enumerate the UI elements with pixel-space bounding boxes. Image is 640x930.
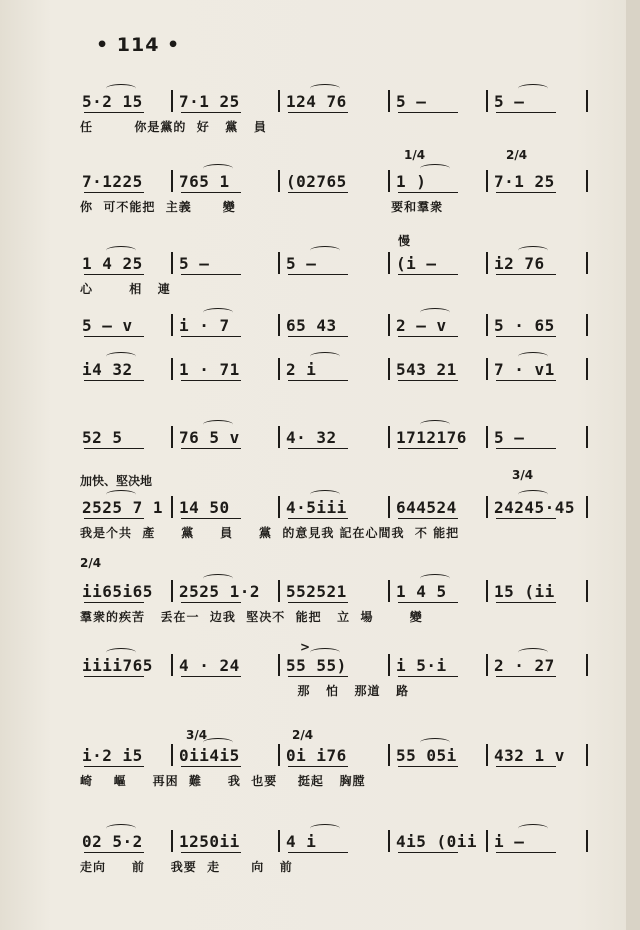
- slur-mark: [420, 420, 450, 429]
- beam-line: [496, 336, 556, 337]
- measure: i —: [494, 832, 525, 851]
- beam-line: [288, 676, 348, 677]
- slur-mark: [420, 574, 450, 583]
- beam-line: [496, 766, 556, 767]
- lyrics-line: 崎 嶇 再困 難 我 也要 挺起 胸膛: [80, 774, 366, 788]
- lyrics-line: 任 你是黨的 好 黨 員: [80, 120, 267, 134]
- note-row: [0, 168, 640, 198]
- measure: 1 ): [396, 172, 427, 191]
- beam-line: [288, 336, 348, 337]
- measure: 4 i: [286, 832, 317, 851]
- measure: (i —: [396, 254, 437, 273]
- barline: [586, 830, 588, 852]
- note-row: [0, 652, 640, 682]
- score-line: [0, 742, 640, 812]
- beam-line: [84, 274, 144, 275]
- measure: 644524: [396, 498, 457, 517]
- barline: [586, 744, 588, 766]
- measure: i · 7: [179, 316, 230, 335]
- barline: [388, 830, 390, 852]
- barline: [278, 170, 280, 192]
- measure: 55 55): [286, 656, 347, 675]
- barline: [278, 252, 280, 274]
- barline: [278, 358, 280, 380]
- barline: [486, 314, 488, 336]
- barline: [278, 744, 280, 766]
- slur-mark: [106, 352, 136, 361]
- measure: ii65i65: [82, 582, 153, 601]
- tempo-or-meter-marking: 3/4: [512, 468, 534, 482]
- barline: [586, 496, 588, 518]
- barline: [486, 252, 488, 274]
- barline: [586, 580, 588, 602]
- measure: 5·2 15: [82, 92, 143, 111]
- beam-line: [288, 602, 348, 603]
- beam-line: [181, 518, 241, 519]
- slur-mark: [310, 84, 340, 93]
- slur-mark: [310, 490, 340, 499]
- beam-line: [288, 274, 348, 275]
- beam-line: [84, 112, 144, 113]
- beam-line: [288, 380, 348, 381]
- slur-mark: [518, 490, 548, 499]
- beam-line: [496, 112, 556, 113]
- beam-line: [288, 766, 348, 767]
- beam-line: [84, 192, 144, 193]
- beam-line: [496, 448, 556, 449]
- measure: iiii765: [82, 656, 153, 675]
- barline: [171, 358, 173, 380]
- beam-line: [84, 518, 144, 519]
- barline: [171, 314, 173, 336]
- measure: 1 4 5: [396, 582, 447, 601]
- slur-mark: [420, 738, 450, 747]
- barline: [278, 654, 280, 676]
- score-line: [0, 828, 640, 898]
- barline: [388, 358, 390, 380]
- measure: 1 · 71: [179, 360, 240, 379]
- note-row: [0, 312, 640, 342]
- barline: [586, 314, 588, 336]
- measure: i2 76: [494, 254, 545, 273]
- slur-mark: [203, 738, 233, 747]
- measure: 7·1225: [82, 172, 143, 191]
- beam-line: [181, 112, 241, 113]
- slur-mark: [310, 824, 340, 833]
- beam-line: [398, 852, 458, 853]
- beam-line: [84, 766, 144, 767]
- barline: [388, 90, 390, 112]
- tempo-or-meter-marking: 加快、堅决地: [80, 474, 153, 488]
- barline: [171, 426, 173, 448]
- beam-line: [398, 274, 458, 275]
- measure: 7 · v1: [494, 360, 555, 379]
- tempo-or-meter-marking: 1/4: [404, 148, 426, 162]
- score-line: [0, 356, 640, 426]
- measure: 2525 1·2: [179, 582, 261, 601]
- measure: 0i i76: [286, 746, 347, 765]
- slur-mark: [203, 164, 233, 173]
- barline: [388, 744, 390, 766]
- measure: 2525 7 1: [82, 498, 164, 517]
- measure: 1250ii: [179, 832, 240, 851]
- barline: [388, 496, 390, 518]
- slur-mark: [203, 574, 233, 583]
- barline: [486, 170, 488, 192]
- lyrics-line: 羣衆的疾苦 丢在一 边我 堅决不 能把 立 場 變: [80, 610, 423, 624]
- beam-line: [84, 336, 144, 337]
- barline: [486, 830, 488, 852]
- lyrics-line: 那 怕 那道 路: [80, 684, 410, 698]
- measure: 52 5: [82, 428, 123, 447]
- tempo-or-meter-marking: 2/4: [80, 556, 102, 570]
- beam-line: [181, 448, 241, 449]
- tempo-or-meter-marking: 2/4: [506, 148, 528, 162]
- measure: 543 21: [396, 360, 457, 379]
- slur-mark: [420, 308, 450, 317]
- measure: 124 76: [286, 92, 347, 111]
- beam-line: [84, 852, 144, 853]
- slur-mark: [106, 648, 136, 657]
- beam-line: [288, 852, 348, 853]
- note-row: [0, 828, 640, 858]
- slur-mark: [518, 824, 548, 833]
- measure: (02765: [286, 172, 347, 191]
- slur-mark: [518, 246, 548, 255]
- beam-line: [398, 518, 458, 519]
- beam-line: [496, 676, 556, 677]
- measure: 765 1: [179, 172, 230, 191]
- barline: [171, 830, 173, 852]
- barline: [278, 830, 280, 852]
- barline: [278, 496, 280, 518]
- measure: 14 50: [179, 498, 230, 517]
- measure: 432 1 v: [494, 746, 565, 765]
- barline: [278, 314, 280, 336]
- beam-line: [398, 192, 458, 193]
- slur-mark: [518, 648, 548, 657]
- measure: 0ii4i5: [179, 746, 240, 765]
- barline: [388, 252, 390, 274]
- measure: 15 (ii: [494, 582, 555, 601]
- beam-line: [181, 274, 241, 275]
- beam-line: [181, 766, 241, 767]
- slur-mark: [518, 84, 548, 93]
- slur-mark: [203, 420, 233, 429]
- barline: [586, 358, 588, 380]
- beam-line: [181, 192, 241, 193]
- measure: 7·1 25: [179, 92, 240, 111]
- measure: 02 5·2: [82, 832, 143, 851]
- barline: [278, 90, 280, 112]
- measure: 76 5 v: [179, 428, 240, 447]
- barline: [388, 170, 390, 192]
- barline: [278, 426, 280, 448]
- slur-mark: [310, 352, 340, 361]
- beam-line: [496, 602, 556, 603]
- measure: i·2 i5: [82, 746, 143, 765]
- measure: 4 · 24: [179, 656, 240, 675]
- barline: [171, 580, 173, 602]
- measure: 2 i: [286, 360, 317, 379]
- barline: [486, 580, 488, 602]
- barline: [586, 426, 588, 448]
- note-row: [0, 356, 640, 386]
- beam-line: [496, 274, 556, 275]
- beam-line: [288, 112, 348, 113]
- tempo-or-meter-marking: >: [300, 640, 311, 654]
- barline: [486, 358, 488, 380]
- measure: i 5·i: [396, 656, 447, 675]
- tempo-or-meter-marking: 3/4: [186, 728, 208, 742]
- beam-line: [181, 852, 241, 853]
- beam-line: [496, 192, 556, 193]
- barline: [171, 654, 173, 676]
- measure: 2 · 27: [494, 656, 555, 675]
- beam-line: [288, 448, 348, 449]
- beam-line: [496, 852, 556, 853]
- beam-line: [496, 518, 556, 519]
- barline: [586, 170, 588, 192]
- barline: [171, 252, 173, 274]
- measure: 5 · 65: [494, 316, 555, 335]
- lyrics-line: 我是个共 產 黨 員 黨 的意見我 記在心間我 不 能把: [80, 526, 460, 540]
- score-line: [0, 578, 640, 648]
- measure: 5 —: [494, 92, 525, 111]
- barline: [486, 426, 488, 448]
- slur-mark: [106, 490, 136, 499]
- measure: 7·1 25: [494, 172, 555, 191]
- measure: 24245·45: [494, 498, 576, 517]
- note-row: [0, 424, 640, 454]
- beam-line: [398, 766, 458, 767]
- measure: 552521: [286, 582, 347, 601]
- note-row: [0, 742, 640, 772]
- note-row: [0, 578, 640, 608]
- measure: 55 05i: [396, 746, 457, 765]
- barline: [171, 496, 173, 518]
- beam-line: [181, 336, 241, 337]
- slur-mark: [203, 308, 233, 317]
- score-line: [0, 250, 640, 320]
- barline: [586, 90, 588, 112]
- lyrics-line: 心 相 連: [80, 282, 171, 296]
- slur-mark: [310, 246, 340, 255]
- note-row: [0, 250, 640, 280]
- barline: [586, 252, 588, 274]
- beam-line: [398, 448, 458, 449]
- slur-mark: [106, 84, 136, 93]
- slur-mark: [106, 824, 136, 833]
- measure: 1 4 25: [82, 254, 143, 273]
- beam-line: [496, 380, 556, 381]
- slur-mark: [420, 164, 450, 173]
- note-row: [0, 494, 640, 524]
- measure: 1712176: [396, 428, 467, 447]
- barline: [388, 580, 390, 602]
- lyrics-line: 你 可不能把 主義 變 要和羣衆: [80, 200, 444, 214]
- lyrics-line: 走向 前 我要 走 向 前: [80, 860, 293, 874]
- beam-line: [84, 448, 144, 449]
- note-row: [0, 88, 640, 118]
- measure: i4 32: [82, 360, 133, 379]
- slur-mark: [518, 352, 548, 361]
- measure: 4i5 (0ii: [396, 832, 478, 851]
- measure: 4·5iii: [286, 498, 347, 517]
- barline: [171, 744, 173, 766]
- beam-line: [398, 336, 458, 337]
- barline: [388, 426, 390, 448]
- score-line: [0, 494, 640, 564]
- score-line: [0, 652, 640, 722]
- tempo-or-meter-marking: 2/4: [292, 728, 314, 742]
- measure: 2 — v: [396, 316, 447, 335]
- score-line: [0, 168, 640, 238]
- beam-line: [181, 380, 241, 381]
- measure: 5 —: [179, 254, 210, 273]
- measure: 4· 32: [286, 428, 337, 447]
- barline: [388, 314, 390, 336]
- beam-line: [181, 676, 241, 677]
- tempo-or-meter-marking: 慢: [398, 234, 411, 248]
- barline: [486, 654, 488, 676]
- beam-line: [288, 192, 348, 193]
- barline: [486, 496, 488, 518]
- beam-line: [84, 676, 144, 677]
- beam-line: [181, 602, 241, 603]
- measure: 5 —: [286, 254, 317, 273]
- barline: [486, 744, 488, 766]
- beam-line: [398, 380, 458, 381]
- beam-line: [84, 602, 144, 603]
- barline: [586, 654, 588, 676]
- measure: 5 — v: [82, 316, 133, 335]
- barline: [278, 580, 280, 602]
- barline: [171, 90, 173, 112]
- beam-line: [398, 602, 458, 603]
- measure: 5 —: [494, 428, 525, 447]
- slur-mark: [106, 246, 136, 255]
- barline: [171, 170, 173, 192]
- page-number: • 114 •: [96, 34, 181, 56]
- score-line: [0, 88, 640, 158]
- measure: 5 —: [396, 92, 427, 111]
- beam-line: [398, 676, 458, 677]
- beam-line: [84, 380, 144, 381]
- barline: [388, 654, 390, 676]
- measure: 65 43: [286, 316, 337, 335]
- beam-line: [288, 518, 348, 519]
- barline: [486, 90, 488, 112]
- beam-line: [398, 112, 458, 113]
- slur-mark: [310, 648, 340, 657]
